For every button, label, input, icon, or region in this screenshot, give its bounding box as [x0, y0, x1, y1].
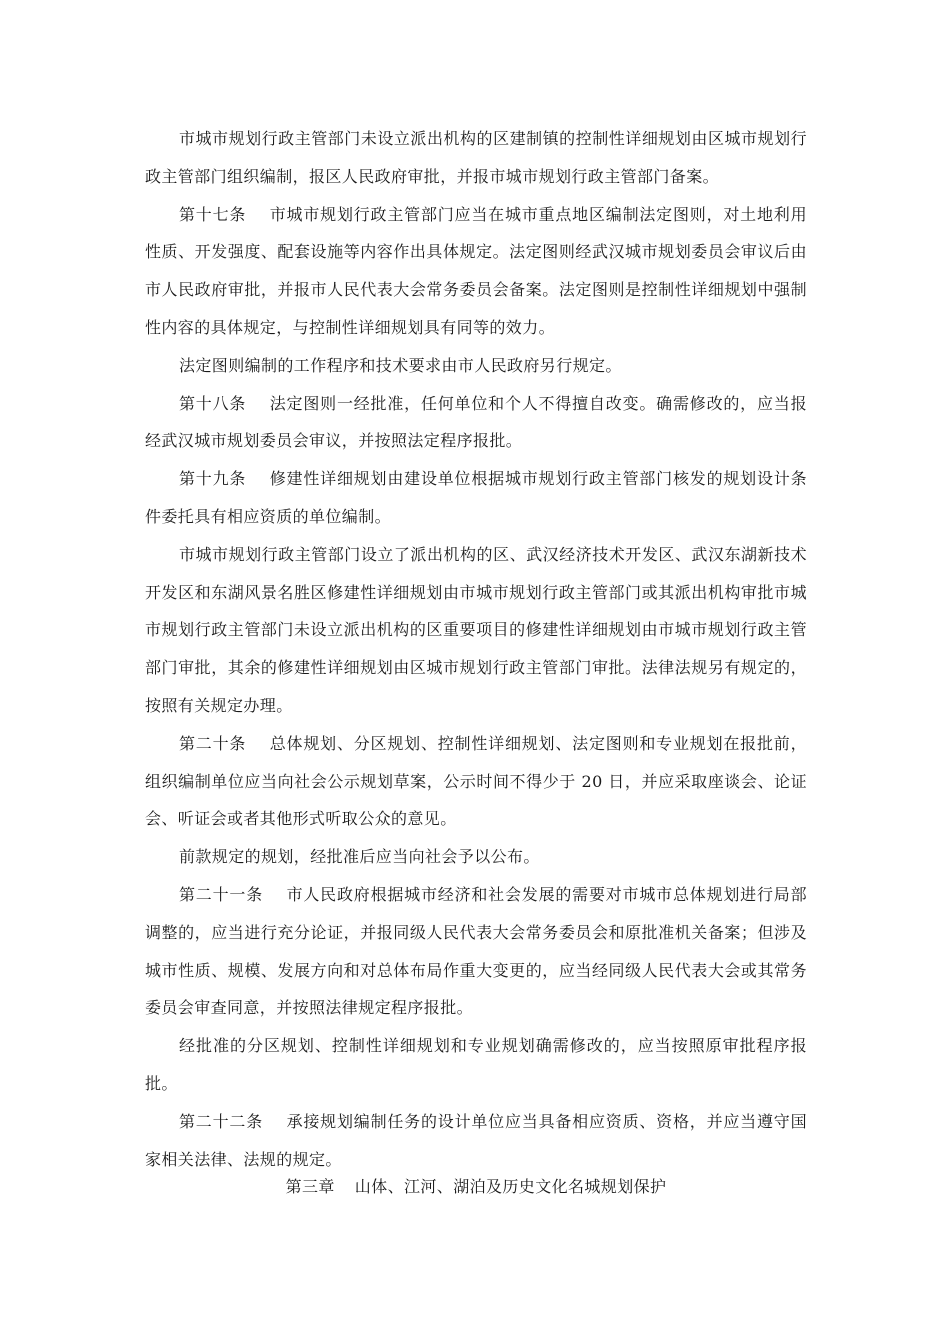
- article-number: 第十七条: [179, 204, 247, 224]
- paragraph-10: [145, 1027, 807, 1103]
- paragraph-text: 法定图则一经批准，任何单位和个人不得擅自改变。确需修改的，应当报经武汉城市规划委员会审议，并按照法定程序报批。: [145, 393, 807, 451]
- article-number: 第二十一条: [179, 884, 264, 904]
- paragraph-text: 总体规划、分区规划、控制性详细规划、法定图则和专业规划在报批前，组织编制单位应当向社会公示规划草案，公示时间不得少于 20 日，并应采取座谈会、论证会、听证会或者其他形式听取公众的意见。: [145, 733, 807, 829]
- article-number: 第二十条: [179, 733, 247, 753]
- chapter-number: 第三章: [285, 1177, 335, 1196]
- chapter-title: 山体、江河、湖泊及历史文化名城规划保护: [354, 1177, 667, 1196]
- paragraph-text: 前款规定的规划，经批准后应当向社会予以公布。: [179, 847, 540, 867]
- article-number: 第十八条: [179, 393, 247, 413]
- paragraph-text: 法定图则编制的工作程序和技术要求由市人民政府另行规定。: [179, 355, 622, 375]
- paragraph-text: 市城市规划行政主管部门设立了派出机构的区、武汉经济技术开发区、武汉东湖新技术开发区和东湖风景名胜区修建性详细规划由市城市规划行政主管部门或其派出机构审批市城市规划行政主管部门未设立派出机构的区重要项目的修建性详细规划由市城市规划行政主管部门审批，其余的修建性详细规划由区城市规划行政主管部门审批。法律法规另有规定的，按照有关规定办理。: [145, 544, 807, 715]
- paragraph-9: [145, 876, 807, 1027]
- article-number: 第十九条: [179, 469, 247, 489]
- paragraph-7: [145, 725, 807, 838]
- paragraph-text: 经批准的分区规划、控制性详细规划和专业规划确需修改的，应当按照原审批程序报批。: [145, 1036, 807, 1093]
- chapter-heading: [145, 1172, 807, 1202]
- paragraph-text: 市城市规划行政主管部门未设立派出机构的区建制镇的控制性详细规划由区城市规划行政主管部门组织编制，报区人民政府审批，并报市城市规划行政主管部门备案。: [145, 129, 807, 186]
- document-body: [145, 120, 807, 1178]
- paragraph-11: [145, 1103, 807, 1179]
- paragraph-4: [145, 385, 807, 461]
- paragraph-2: [145, 196, 807, 347]
- paragraph-text: 市城市规划行政主管部门应当在城市重点地区编制法定图则，对土地利用性质、开发强度、配套设施等内容作出具体规定。法定图则经武汉城市规划委员会审议后由市人民政府审批，并报市人民代表大会常务委员会备案。法定图则是控制性详细规划中强制性内容的具体规定，与控制性详细规划具有同等的效力。: [145, 204, 807, 337]
- paragraph-5: [145, 460, 807, 536]
- paragraph-8: [145, 838, 807, 876]
- paragraph-3: [145, 347, 807, 385]
- paragraph-text: 市人民政府根据城市经济和社会发展的需要对市城市总体规划进行局部调整的，应当进行充分论证，并报同级人民代表大会常务委员会和原批准机关备案；但涉及城市性质、规模、发展方向和对总体布局作重大变更的，应当经同级人民代表大会或其常务委员会审查同意，并按照法律规定程序报批。: [145, 884, 807, 1018]
- paragraph-text: 承接规划编制任务的设计单位应当具备相应资质、资格，并应当遵守国家相关法律、法规的规定。: [145, 1111, 807, 1169]
- paragraph-6: [145, 536, 807, 725]
- article-number: 第二十二条: [179, 1111, 264, 1131]
- paragraph-1: [145, 120, 807, 196]
- paragraph-text: 修建性详细规划由建设单位根据城市规划行政主管部门核发的规划设计条件委托具有相应资质的单位编制。: [145, 469, 807, 526]
